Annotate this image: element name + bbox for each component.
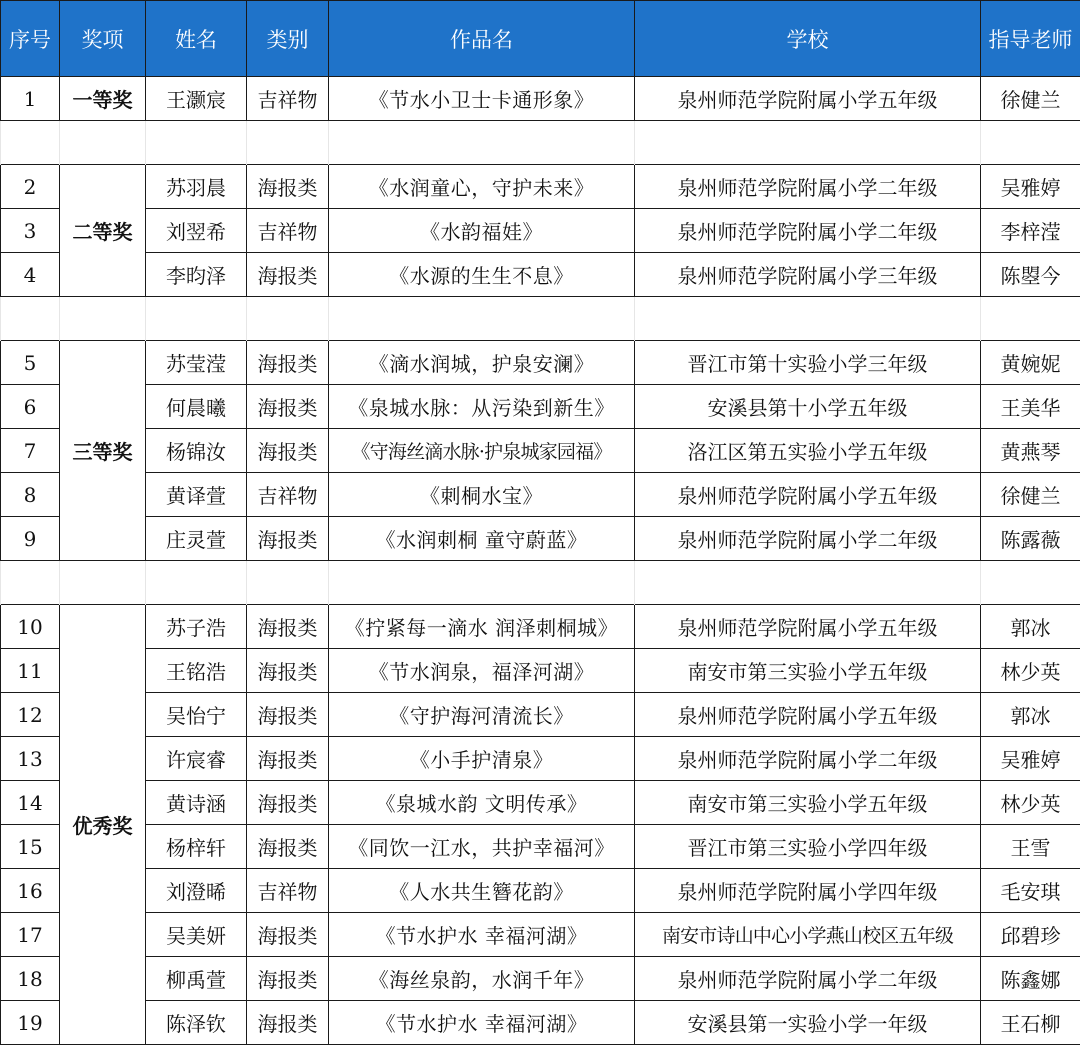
cell-name: 庄灵萱 bbox=[146, 517, 247, 561]
cell-school: 晋江市第十实验小学三年级 bbox=[635, 341, 981, 385]
cell-name: 刘澄晞 bbox=[146, 869, 247, 913]
table-header bbox=[1, 1, 1080, 77]
cell-work: 《水韵福娃》 bbox=[329, 209, 635, 253]
cell-no: 17 bbox=[1, 913, 60, 957]
cell-no: 11 bbox=[1, 649, 60, 693]
award-third: 三等奖 bbox=[60, 341, 146, 561]
cell-type: 海报类 bbox=[247, 781, 329, 825]
table-row bbox=[1, 693, 1080, 737]
header-name: 姓名 bbox=[146, 1, 247, 77]
cell-name: 李昀泽 bbox=[146, 253, 247, 297]
cell-type: 海报类 bbox=[247, 605, 329, 649]
cell-type: 海报类 bbox=[247, 913, 329, 957]
cell-name: 吴怡宁 bbox=[146, 693, 247, 737]
cell-name: 苏羽晨 bbox=[146, 165, 247, 209]
cell-work: 《水源的生生不息》 bbox=[329, 253, 635, 297]
cell-school: 泉州师范学院附属小学五年级 bbox=[635, 693, 981, 737]
cell-work: 《守护海河清流长》 bbox=[329, 693, 635, 737]
cell-teacher: 徐健兰 bbox=[981, 77, 1080, 121]
cell-type: 海报类 bbox=[247, 825, 329, 869]
cell-teacher: 陈鑫娜 bbox=[981, 957, 1080, 1001]
table-row bbox=[1, 957, 1080, 1001]
table-row bbox=[1, 1001, 1080, 1045]
cell-name: 陈泽钦 bbox=[146, 1001, 247, 1045]
cell-teacher: 毛安琪 bbox=[981, 869, 1080, 913]
cell-teacher: 陈曌今 bbox=[981, 253, 1080, 297]
cell-school: 泉州师范学院附属小学二年级 bbox=[635, 737, 981, 781]
cell-school: 南安市第三实验小学五年级 bbox=[635, 649, 981, 693]
cell-type: 海报类 bbox=[247, 517, 329, 561]
award-second: 二等奖 bbox=[60, 165, 146, 297]
table-row bbox=[1, 605, 1080, 649]
cell-name: 柳禹萱 bbox=[146, 957, 247, 1001]
cell-work: 《节水润泉，福泽河湖》 bbox=[329, 649, 635, 693]
cell-teacher: 吴雅婷 bbox=[981, 737, 1080, 781]
header-award: 奖项 bbox=[60, 1, 146, 77]
cell-teacher: 黄燕琴 bbox=[981, 429, 1080, 473]
cell-teacher: 王雪 bbox=[981, 825, 1080, 869]
table-row bbox=[1, 737, 1080, 781]
cell-no: 18 bbox=[1, 957, 60, 1001]
cell-name: 杨梓轩 bbox=[146, 825, 247, 869]
table-row bbox=[1, 429, 1080, 473]
cell-name: 黄诗涵 bbox=[146, 781, 247, 825]
cell-no: 3 bbox=[1, 209, 60, 253]
cell-work: 《海丝泉韵，水润千年》 bbox=[329, 957, 635, 1001]
cell-teacher: 黄婉妮 bbox=[981, 341, 1080, 385]
table-row bbox=[1, 473, 1080, 517]
cell-teacher: 邱碧珍 bbox=[981, 913, 1080, 957]
cell-type: 吉祥物 bbox=[247, 209, 329, 253]
award-excellence: 优秀奖 bbox=[60, 605, 146, 1045]
cell-name: 何晨曦 bbox=[146, 385, 247, 429]
cell-type: 海报类 bbox=[247, 693, 329, 737]
cell-teacher: 吴雅婷 bbox=[981, 165, 1080, 209]
award-first: 一等奖 bbox=[60, 77, 146, 121]
cell-name: 吴美妍 bbox=[146, 913, 247, 957]
cell-work: 《滴水润城，护泉安澜》 bbox=[329, 341, 635, 385]
cell-no: 14 bbox=[1, 781, 60, 825]
cell-name: 杨锦汝 bbox=[146, 429, 247, 473]
cell-no: 5 bbox=[1, 341, 60, 385]
cell-type: 吉祥物 bbox=[247, 869, 329, 913]
cell-school: 南安市诗山中心小学燕山校区五年级 bbox=[635, 913, 981, 957]
cell-no: 16 bbox=[1, 869, 60, 913]
table-body bbox=[1, 77, 1080, 1045]
cell-name: 苏莹滢 bbox=[146, 341, 247, 385]
table-row bbox=[1, 385, 1080, 429]
cell-no: 13 bbox=[1, 737, 60, 781]
cell-school: 安溪县第一实验小学一年级 bbox=[635, 1001, 981, 1045]
cell-type: 海报类 bbox=[247, 341, 329, 385]
cell-no: 1 bbox=[1, 77, 60, 121]
table-row bbox=[1, 649, 1080, 693]
cell-no: 19 bbox=[1, 1001, 60, 1045]
cell-name: 黄译萱 bbox=[146, 473, 247, 517]
cell-no: 10 bbox=[1, 605, 60, 649]
cell-school: 泉州师范学院附属小学二年级 bbox=[635, 209, 981, 253]
cell-type: 海报类 bbox=[247, 737, 329, 781]
cell-school: 泉州师范学院附属小学二年级 bbox=[635, 517, 981, 561]
cell-no: 4 bbox=[1, 253, 60, 297]
cell-type: 吉祥物 bbox=[247, 473, 329, 517]
cell-type: 海报类 bbox=[247, 165, 329, 209]
cell-school: 南安市第三实验小学五年级 bbox=[635, 781, 981, 825]
header-work: 作品名 bbox=[329, 1, 635, 77]
header-no: 序号 bbox=[1, 1, 60, 77]
cell-no: 2 bbox=[1, 165, 60, 209]
cell-school: 泉州师范学院附属小学三年级 bbox=[635, 253, 981, 297]
table-row bbox=[1, 869, 1080, 913]
cell-work: 《小手护清泉》 bbox=[329, 737, 635, 781]
table-row bbox=[1, 781, 1080, 825]
cell-work: 《拧紧每一滴水 润泽刺桐城》 bbox=[329, 605, 635, 649]
cell-teacher: 李梓滢 bbox=[981, 209, 1080, 253]
cell-teacher: 郭冰 bbox=[981, 693, 1080, 737]
table-row bbox=[1, 77, 1080, 121]
cell-no: 6 bbox=[1, 385, 60, 429]
cell-teacher: 王美华 bbox=[981, 385, 1080, 429]
cell-name: 苏子浩 bbox=[146, 605, 247, 649]
cell-type: 海报类 bbox=[247, 1001, 329, 1045]
cell-work: 《水润童心，守护未来》 bbox=[329, 165, 635, 209]
cell-school: 泉州师范学院附属小学二年级 bbox=[635, 957, 981, 1001]
header-row bbox=[1, 1, 1080, 77]
cell-work: 《节水护水 幸福河湖》 bbox=[329, 913, 635, 957]
cell-teacher: 郭冰 bbox=[981, 605, 1080, 649]
cell-type: 海报类 bbox=[247, 385, 329, 429]
cell-type: 海报类 bbox=[247, 429, 329, 473]
table-row bbox=[1, 341, 1080, 385]
cell-no: 7 bbox=[1, 429, 60, 473]
cell-teacher: 陈露薇 bbox=[981, 517, 1080, 561]
cell-school: 泉州师范学院附属小学五年级 bbox=[635, 77, 981, 121]
cell-work: 《同饮一江水，共护幸福河》 bbox=[329, 825, 635, 869]
cell-work: 《守海丝滴水脉·护泉城家园福》 bbox=[329, 429, 635, 473]
cell-school: 安溪县第十小学五年级 bbox=[635, 385, 981, 429]
table-row bbox=[1, 165, 1080, 209]
cell-no: 12 bbox=[1, 693, 60, 737]
cell-work: 《节水护水 幸福河湖》 bbox=[329, 1001, 635, 1045]
cell-work: 《人水共生簪花韵》 bbox=[329, 869, 635, 913]
cell-type: 海报类 bbox=[247, 253, 329, 297]
cell-type: 海报类 bbox=[247, 649, 329, 693]
cell-name: 许宸睿 bbox=[146, 737, 247, 781]
cell-no: 15 bbox=[1, 825, 60, 869]
cell-school: 泉州师范学院附属小学五年级 bbox=[635, 605, 981, 649]
cell-name: 王铭浩 bbox=[146, 649, 247, 693]
table-row bbox=[1, 209, 1080, 253]
cell-school: 泉州师范学院附属小学二年级 bbox=[635, 165, 981, 209]
cell-no: 8 bbox=[1, 473, 60, 517]
header-school: 学校 bbox=[635, 1, 981, 77]
cell-work: 《水润刺桐 童守蔚蓝》 bbox=[329, 517, 635, 561]
cell-work: 《泉城水韵 文明传承》 bbox=[329, 781, 635, 825]
cell-teacher: 林少英 bbox=[981, 781, 1080, 825]
table-row bbox=[1, 517, 1080, 561]
table-row bbox=[1, 253, 1080, 297]
cell-teacher: 徐健兰 bbox=[981, 473, 1080, 517]
spacer-row bbox=[1, 561, 1080, 605]
cell-work: 《泉城水脉：从污染到新生》 bbox=[329, 385, 635, 429]
spacer-row bbox=[1, 297, 1080, 341]
table-row bbox=[1, 913, 1080, 957]
spacer-row bbox=[1, 121, 1080, 165]
cell-work: 《节水小卫士卡通形象》 bbox=[329, 77, 635, 121]
cell-school: 洛江区第五实验小学五年级 bbox=[635, 429, 981, 473]
cell-school: 晋江市第三实验小学四年级 bbox=[635, 825, 981, 869]
cell-no: 9 bbox=[1, 517, 60, 561]
cell-type: 海报类 bbox=[247, 957, 329, 1001]
header-type: 类别 bbox=[247, 1, 329, 77]
cell-work: 《刺桐水宝》 bbox=[329, 473, 635, 517]
cell-type: 吉祥物 bbox=[247, 77, 329, 121]
cell-teacher: 林少英 bbox=[981, 649, 1080, 693]
cell-name: 刘翌希 bbox=[146, 209, 247, 253]
cell-school: 泉州师范学院附属小学五年级 bbox=[635, 473, 981, 517]
cell-name: 王灏宸 bbox=[146, 77, 247, 121]
header-teacher: 指导老师 bbox=[981, 1, 1080, 77]
cell-school: 泉州师范学院附属小学四年级 bbox=[635, 869, 981, 913]
table-row bbox=[1, 825, 1080, 869]
cell-teacher: 王石柳 bbox=[981, 1001, 1080, 1045]
